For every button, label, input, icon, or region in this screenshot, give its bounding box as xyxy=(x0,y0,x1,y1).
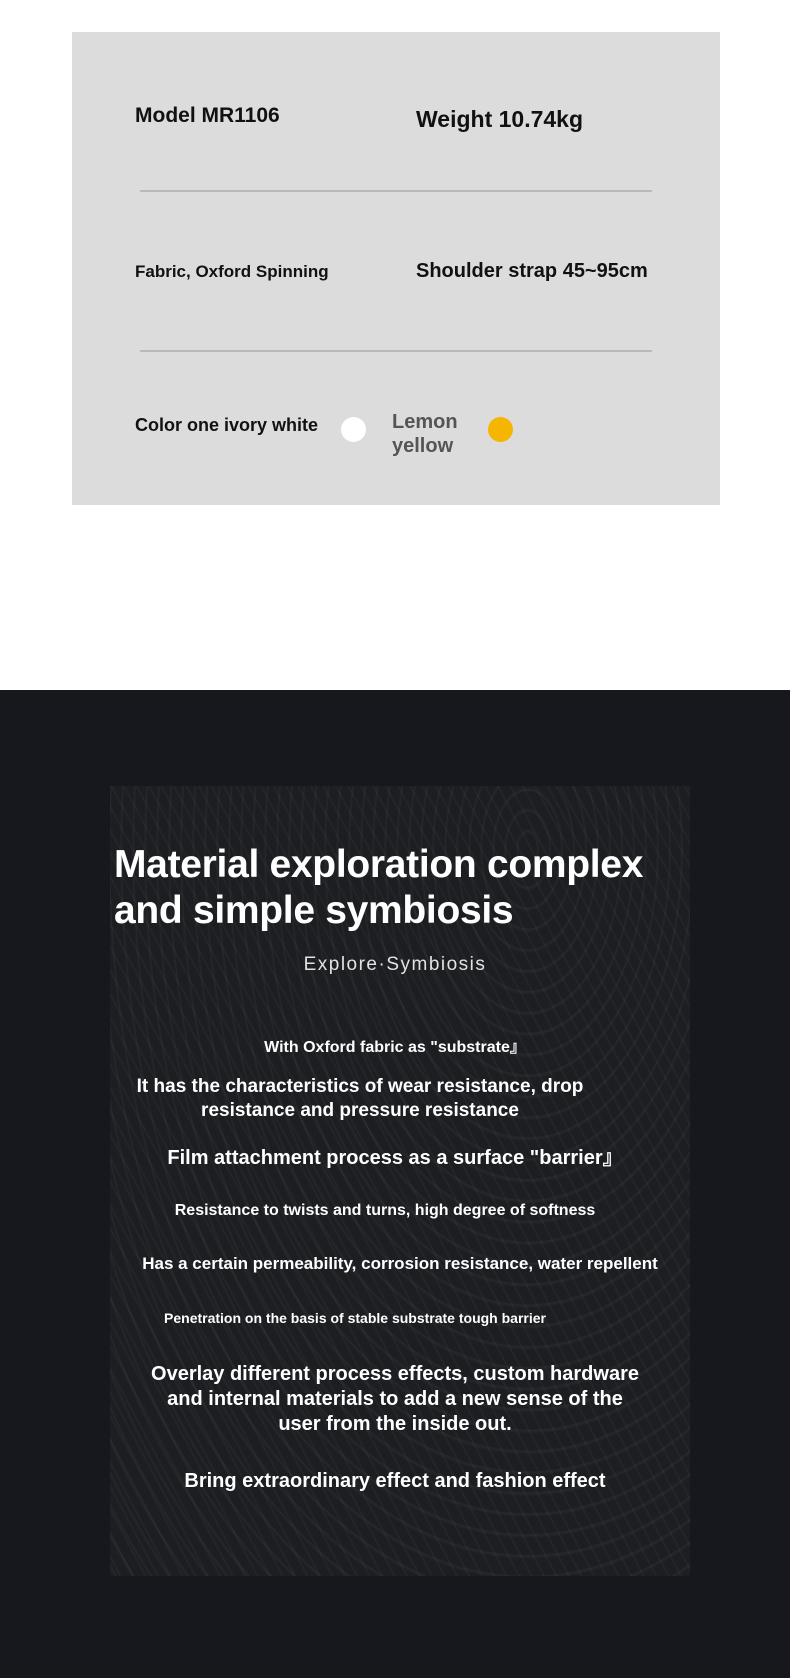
material-line: Bring extraordinary effect and fashion effect xyxy=(184,1470,606,1492)
weight-label: Weight 10.74kg xyxy=(416,106,584,132)
model-label: Model MR1106 xyxy=(135,104,280,127)
material-line: Overlay different process effects, custom hardware and internal materials to add a new sense of the user from the inside out. xyxy=(151,1363,639,1435)
color-option-lemon-label: Lemon yellow xyxy=(392,411,458,457)
material-line: Has a certain permeability, corrosion resistance, water repellent xyxy=(142,1254,658,1273)
material-line: Penetration on the basis of stable substrate tough barrier xyxy=(164,1310,546,1326)
color-swatch-lemon-yellow[interactable] xyxy=(488,417,513,442)
material-headline: Material exploration complex and simple symbiosis xyxy=(114,843,644,932)
material-line: With Oxford fabric as "substrate』 xyxy=(264,1039,526,1056)
material-line: Resistance to twists and turns, high degree of softness xyxy=(174,1202,596,1219)
fabric-label: Fabric, Oxford Spinning xyxy=(135,262,329,281)
divider xyxy=(140,190,652,192)
color-swatch-ivory-white[interactable] xyxy=(341,417,366,442)
divider xyxy=(140,350,652,352)
material-line: Film attachment process as a surface "barrier』 xyxy=(167,1147,623,1169)
strap-label: Shoulder strap 45~95cm xyxy=(416,260,648,282)
color-option-ivory-label: Color one ivory white xyxy=(135,415,319,435)
material-line: It has the characteristics of wear resistance, drop resistance and pressure resistance xyxy=(136,1076,584,1121)
material-section xyxy=(0,690,790,1678)
spec-card xyxy=(72,32,720,505)
material-subtitle: Explore·Symbiosis xyxy=(303,954,487,975)
